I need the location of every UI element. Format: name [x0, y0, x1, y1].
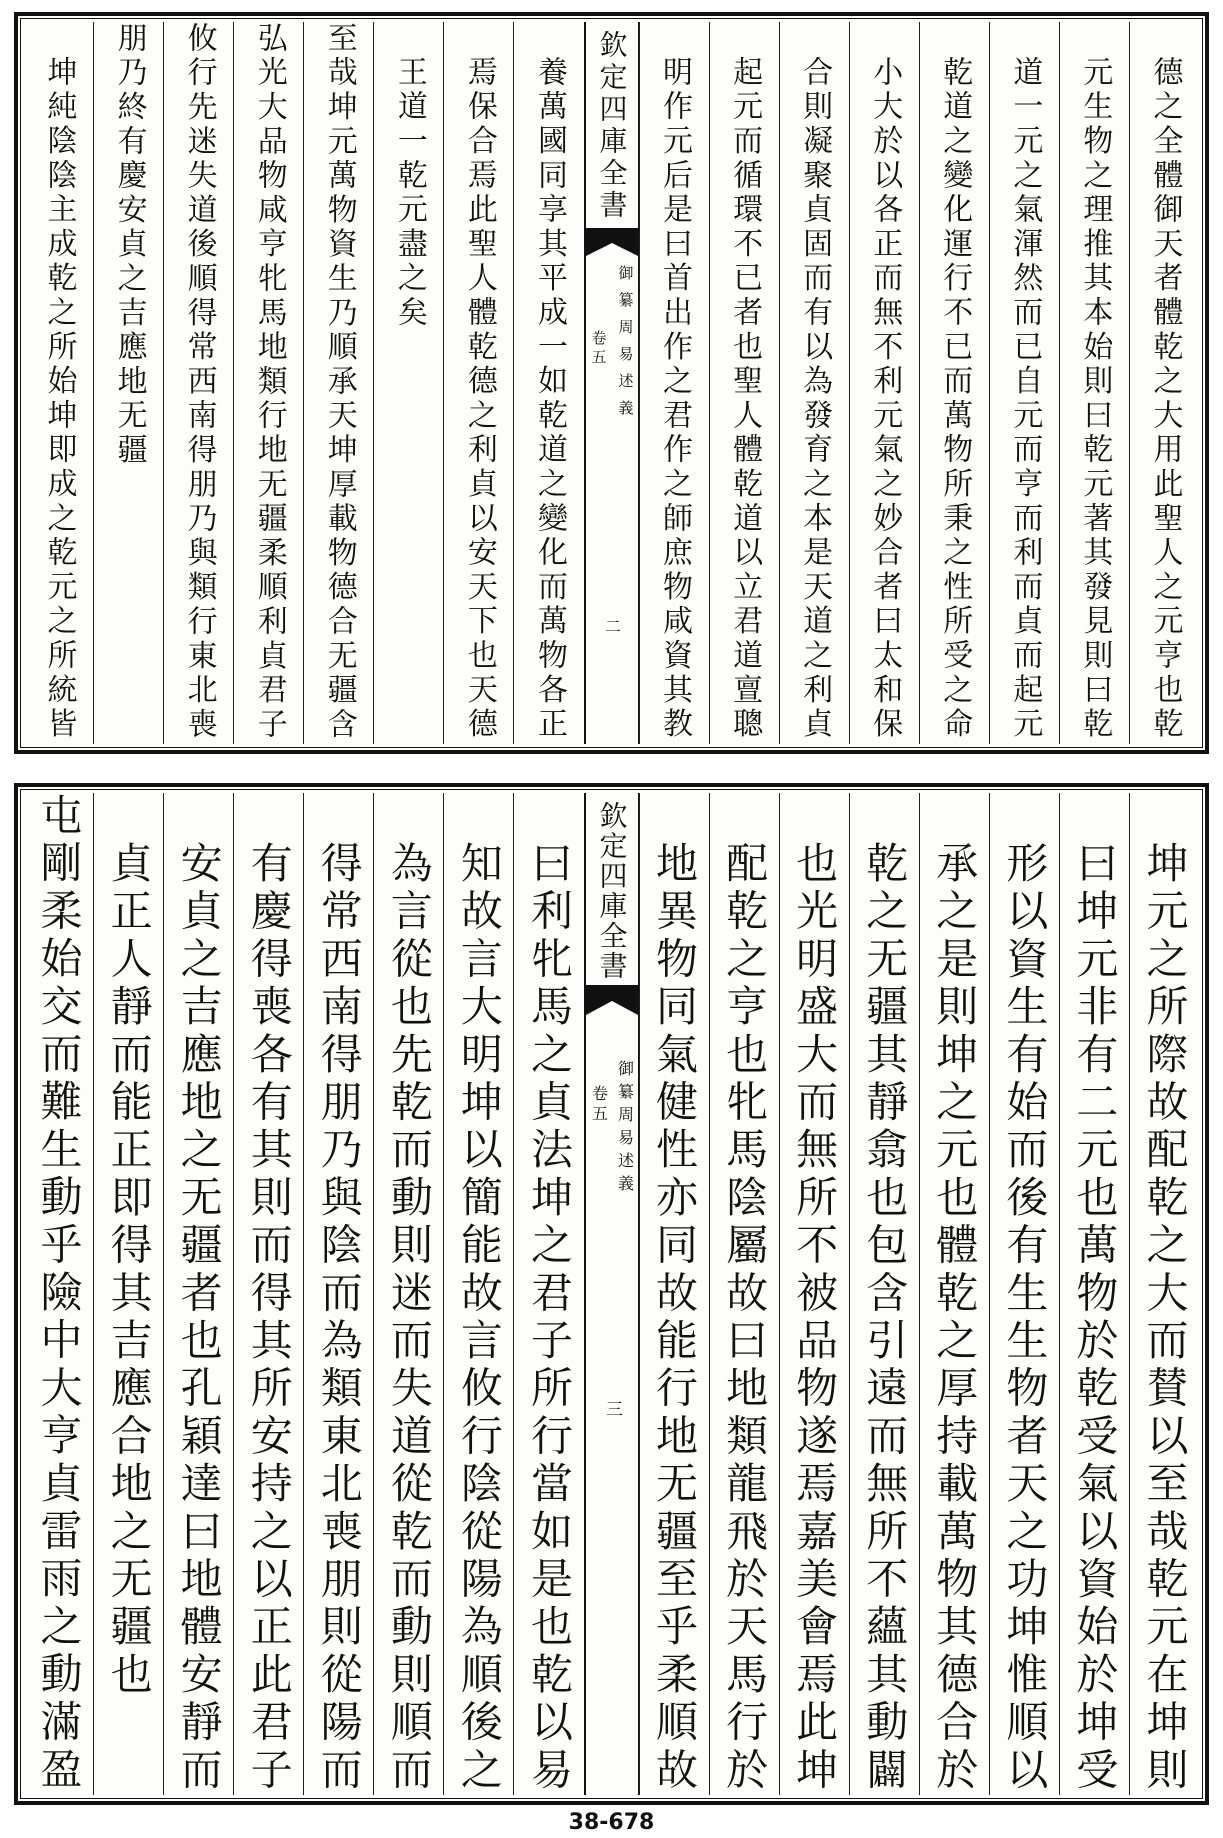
commentary-column: [919, 793, 989, 1795]
commentary-column: [639, 793, 709, 1795]
column-text: 貞正人靜而能正即得其吉應合地之无疆也: [104, 840, 154, 1700]
column-grid: [24, 793, 1199, 1795]
commentary-column: [779, 22, 849, 744]
commentary-column: [443, 22, 513, 744]
commentary-column: [779, 793, 849, 1795]
volume-label: 卷五: [589, 330, 608, 368]
commentary-column: [513, 793, 583, 1795]
column-text: 得常西南得朋乃與陰而為類東北喪朋則從陽而: [314, 840, 364, 1795]
column-text: 坤純陰陰主成乾之所始坤即成之乾元之所統皆: [41, 56, 77, 743]
column-text: 至哉坤元萬物資生乃順承天坤厚載物德合无疆含: [321, 22, 357, 743]
column-text: 乾之无疆其靜翕也包含引遠而無所不蘊其動闢: [860, 840, 910, 1795]
column-text: 知故言大明坤以簡能故言攸行陰從陽為順後之: [454, 840, 504, 1795]
column-text: 王道一乾元盡之矣: [391, 56, 427, 331]
folio-number: 二: [602, 618, 622, 634]
column-text: 有慶得喪各有其則而得其所安持之以正此君子: [244, 840, 294, 1795]
commentary-column: [303, 793, 373, 1795]
classic-text-column: [24, 793, 93, 1795]
commentary-column: [1129, 793, 1199, 1795]
column-text: 屯剛柔始交而難生動乎險中大亨貞雷雨之動滿盈: [34, 793, 84, 1795]
column-text: 形以資生有始而後有生生物者天之功坤惟順以: [1000, 840, 1050, 1795]
commentary-column: [93, 793, 163, 1795]
volume-label: 卷五: [589, 1085, 609, 1125]
commentary-column: [233, 793, 303, 1795]
upper-page: [14, 12, 1209, 754]
column-text: 坤元之所際故配乾之大而賛以至哉乾元在坤則: [1140, 840, 1190, 1795]
series-title: 欽定四庫全書: [595, 30, 629, 222]
fish-tail-mark: [586, 985, 638, 1015]
column-text: 乾道之變化運行不已而萬物所秉之性所受之命: [937, 56, 973, 743]
column-text: 道一元之氣渾然而已自元而亨而利而貞而起元: [1007, 56, 1043, 743]
column-text: 也光明盛大而無所不被品物遂焉嘉美會焉此坤: [790, 840, 840, 1795]
commentary-column: [1129, 22, 1199, 744]
commentary-column: [1059, 22, 1129, 744]
commentary-column: [24, 22, 93, 744]
column-text: 配乾之亨也牝馬陰屬故曰地類龍飛於天馬行於: [720, 840, 770, 1795]
column-text: 起元而循環不已者也聖人體乾道以立君道亶聰: [727, 56, 763, 743]
commentary-column: [989, 22, 1059, 744]
classic-text-column: [163, 22, 233, 744]
commentary-column: [709, 793, 779, 1795]
column-text: 承之是則坤之元也體乾之厚持載萬物其德合於: [930, 840, 980, 1795]
column-text: 明作元后是曰首出作之君作之師庶物咸資其教: [657, 56, 693, 743]
column-text: 地異物同氣健性亦同故能行地无疆至乎柔順故: [650, 840, 700, 1795]
column-text: 曰利牝馬之貞法坤之君子所行當如是也乾以易: [524, 840, 574, 1795]
book-title: 御纂周易述義: [615, 1060, 635, 1198]
column-text: 曰坤元非有二元也萬物於乾受氣以資始於坤受: [1070, 840, 1120, 1795]
commentary-column: [709, 22, 779, 744]
commentary-column: [639, 22, 709, 744]
classic-text-column: [233, 22, 303, 744]
commentary-column: [373, 22, 443, 744]
column-text: 合則凝聚貞固而有以為發育之本是天道之利貞: [797, 56, 833, 743]
column-text: 朋乃終有慶安貞之吉應地无疆: [111, 22, 147, 468]
book-title: 御纂周易述義: [616, 265, 635, 427]
folio-number: 三: [602, 1400, 622, 1417]
column-text: 元生物之理推其本始則曰乾元著其發見則曰乾: [1077, 56, 1113, 743]
fish-tail-mark: [586, 228, 638, 256]
center-fold-column: [584, 22, 639, 744]
page-code: 38-678: [568, 1810, 655, 1835]
commentary-column: [919, 22, 989, 744]
column-text: 為言從也先乾而動則迷而失道從乾而動則順而: [384, 840, 434, 1795]
commentary-column: [1059, 793, 1129, 1795]
column-text: 小大於以各正而無不利元氣之妙合者曰太和保: [867, 56, 903, 743]
commentary-column: [989, 793, 1059, 1795]
commentary-column: [849, 22, 919, 744]
column-text: 安貞之吉應地之无疆者也孔穎達曰地體安靜而: [174, 840, 224, 1795]
column-text: 德之全體御天者體乾之大用此聖人之元亨也乾: [1147, 56, 1183, 743]
column-text: 弘光大品物咸亨牝馬地類行地无疆柔順利貞君子: [251, 22, 287, 743]
lower-page: [14, 783, 1209, 1805]
column-text: 攸行先迷失道後順得常西南得朋乃與類行東北喪: [181, 22, 217, 743]
center-fold-column: [584, 793, 639, 1795]
commentary-column: [443, 793, 513, 1795]
commentary-column: [513, 22, 583, 744]
column-text: 焉保合焉此聖人體乾德之利貞以安天下也天德: [461, 56, 497, 743]
column-text: 養萬國同享其平成一如乾道之變化而萬物各正: [531, 56, 567, 743]
series-title: 欽定四庫全書: [595, 801, 629, 981]
commentary-column: [163, 793, 233, 1795]
commentary-column: [373, 793, 443, 1795]
classic-text-column: [303, 22, 373, 744]
classic-text-column: [93, 22, 163, 744]
commentary-column: [849, 793, 919, 1795]
column-grid: [24, 22, 1199, 744]
